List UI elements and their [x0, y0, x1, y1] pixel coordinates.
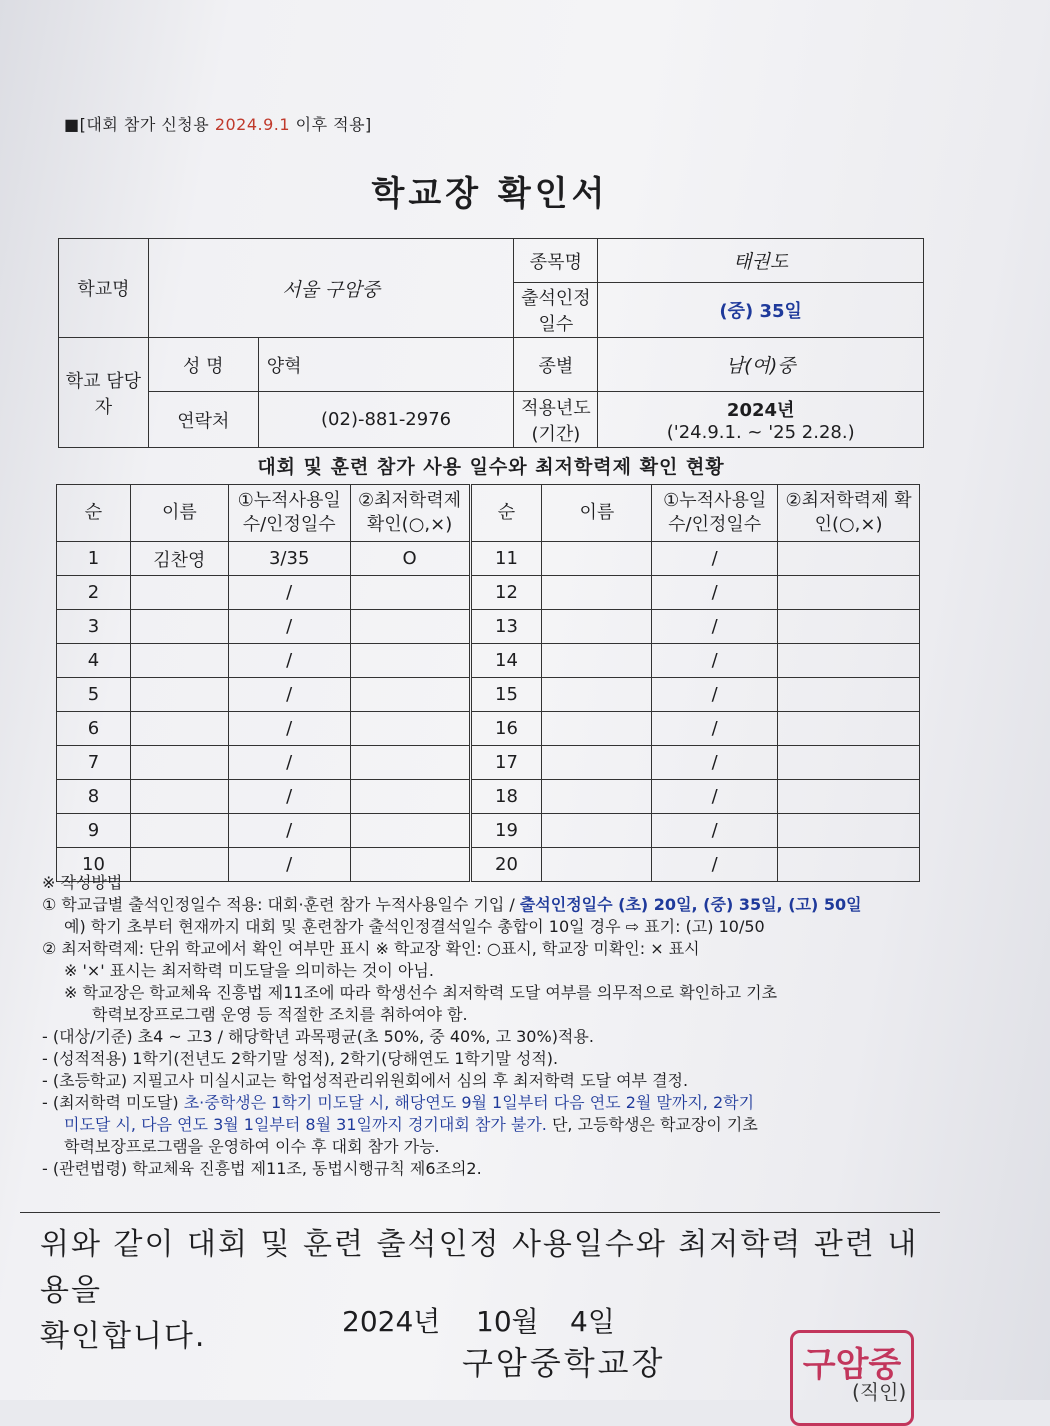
header-name-right: 이름 [542, 485, 652, 542]
divider [20, 1212, 940, 1213]
header-days-left: ①누적사용일수/인정일수 [228, 485, 350, 542]
contact-value: (02)-881-2976 [258, 392, 514, 448]
year-value: 2024년 [726, 400, 795, 421]
detail-min-fail-end: 학력보장프로그램을 운영하여 이수 후 대회 참가 가능. [64, 1137, 440, 1156]
header-min-right: ②최저학력제 확인(○,×) [778, 485, 920, 542]
period-value: ('24.9.1. ~ '25 2.28.) [666, 422, 855, 443]
date-day: 4일 [570, 1305, 615, 1338]
name-value: 양혁 [258, 338, 514, 392]
attendance-value: (중) 35일 [598, 283, 924, 338]
table-row: 9 / 19 / [57, 814, 920, 848]
instruction-2: ② 최저학력제: 단위 학교에서 확인 여부만 표시 ※ 학교장 확인: ○표시, 학교장 미확인: × 표시 [42, 939, 700, 958]
school-value: 서울 구암중 [148, 239, 514, 338]
attendance-label: 출석인정 일수 [514, 283, 598, 338]
instruction-2-note-b: ※ 학교장은 학교체육 진흥법 제11조에 따라 학생선수 최저학력 도달 여부를 의무적으로 확인하고 기초 [64, 983, 778, 1002]
gender-value: 남(여)중 [598, 338, 924, 392]
roster-table [56, 484, 920, 882]
sport-value: 태권도 [598, 239, 924, 283]
seal-mark: (직인) [852, 1380, 907, 1404]
official-seal: 구암중 [790, 1330, 914, 1426]
principal-title: 구암중학교장 [462, 1344, 666, 1382]
info-table [58, 238, 924, 448]
table-row: 5 / 15 / [57, 678, 920, 712]
detail-target: - (대상/기준) 초4 ~ 고3 / 해당학년 과목평균(초 50%, 중 40%, 고 30%)적용. [42, 1027, 594, 1046]
header-no-left: 순 [57, 485, 131, 542]
instructions [42, 872, 942, 1180]
name-label: 성 명 [148, 338, 258, 392]
sport-label: 종목명 [514, 239, 598, 283]
year-label: 적용년도 (기간) [514, 392, 598, 448]
contact-label: 연락처 [148, 392, 258, 448]
effective-date: 2024.9.1 [214, 115, 291, 134]
table-row: 6 / 16 / [57, 712, 920, 746]
instruction-2-note-a: ※ '×' 표시는 최저학력 미도달을 의미하는 것이 아님. [64, 961, 434, 980]
table-row: 10 / 20 / [57, 848, 920, 882]
table-row: 7 / 17 / [57, 746, 920, 780]
manager-label: 학교 담당자 [59, 338, 149, 448]
instruction-1: ① 학교급별 출석인정일수 적용: 대회·훈련 참가 누적사용일수 기입 / 출석인정일수 (초) 20일, (중) 35일, (고) 50일 [42, 895, 862, 914]
table-row: 3 / 13 / [57, 610, 920, 644]
detail-grades: - (성적적용) 1학기(전년도 2학기말 성적), 2학기(당해연도 1학기말 성적). [42, 1049, 559, 1068]
header-name-left: 이름 [130, 485, 228, 542]
date-year: 2024년 [342, 1305, 441, 1338]
document-title: 학교장 확인서 [371, 174, 609, 214]
instruction-2-note-c: 학력보장프로그램 운영 등 적절한 조치를 취하여야 함. [92, 1005, 468, 1024]
header-days-right: ①누적사용일수/인정일수 [652, 485, 778, 542]
year-cell [598, 392, 924, 448]
detail-law: - (관련법령) 학교체육 진흥법 제11조, 동법시행규칙 제6조의2. [42, 1159, 482, 1178]
detail-min-fail: - (최저학력 미도달) 초·중학생은 1학기 미도달 시, 해당연도 9월 1일부터 다음 연도 2월 말까지, 2학기 [42, 1093, 755, 1112]
detail-min-fail-cont: 미도달 시, 다음 연도 3월 1일부터 8월 31일까지 경기대회 참가 불가. 단, 고등학생은 학교장이 기초 [64, 1115, 758, 1134]
instruction-1-example: 예) 학기 초부터 현재까지 대회 및 훈련참가 출석인정결석일수 총합이 10일 경우 ⇨ 표기: (고) 10/50 [64, 917, 765, 936]
confirmation-statement: 위와 같이 대회 및 훈련 출석인정 사용일수와 최저학력 관련 내용을 확인합니다. [40, 1227, 919, 1354]
table-row: 2 / 12 / [57, 576, 920, 610]
table-row: 4 / 14 / [57, 644, 920, 678]
date-month: 10월 [476, 1305, 539, 1338]
header-min-left: ②최저학력제 확인(○,×) [350, 485, 470, 542]
school-label: 학교명 [59, 239, 149, 338]
instructions-heading: ※ 작성방법 [42, 873, 123, 892]
form-usage-note: ■[대회 참가 신청용 2024.9.1 이후 적용] [64, 115, 372, 134]
header-no-right: 순 [470, 485, 542, 542]
detail-elementary: - (초등학교) 지필고사 미실시교는 학업성적관리위원회에서 심의 후 최저학력 도달 여부 결정. [42, 1071, 689, 1090]
table-row: 8 / 18 / [57, 780, 920, 814]
table-row: 1 김찬영 3/35 O 11 / [57, 542, 920, 576]
status-subtitle: 대회 및 훈련 참가 사용 일수와 최저학력제 확인 현황 [257, 456, 725, 478]
gender-label: 종별 [514, 338, 598, 392]
